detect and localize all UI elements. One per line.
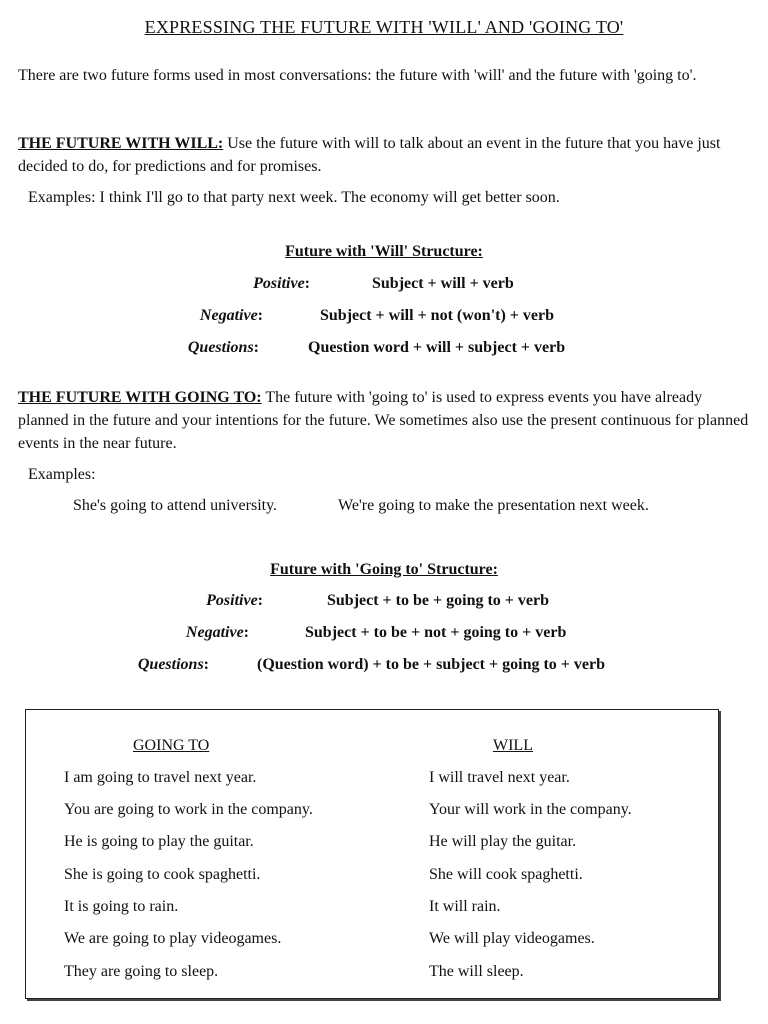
going-to-example: You are going to work in the company. bbox=[64, 801, 313, 818]
going-to-example: We are going to play videogames. bbox=[64, 930, 282, 947]
will-example: I will travel next year. bbox=[429, 769, 570, 786]
structure-label: Questions: bbox=[137, 656, 209, 673]
structure-formula: (Question word) + to be + subject + going to + verb bbox=[257, 656, 606, 673]
intro-paragraph: There are two future forms used in most conversations: the future with 'will' and the future with 'going to'. bbox=[18, 67, 697, 84]
page-title: EXPRESSING THE FUTURE WITH 'WILL' AND 'GOING TO' bbox=[144, 17, 624, 37]
going-to-example: It is going to rain. bbox=[64, 898, 179, 915]
going-to-example: He is going to play the guitar. bbox=[64, 833, 254, 850]
will-structure-title: Future with 'Will' Structure: bbox=[285, 243, 483, 260]
structure-formula: Subject + to be + not + going to + verb bbox=[305, 624, 567, 641]
will-examples: Examples: I think I'll go to that party next week. The economy will get better soon. bbox=[28, 189, 560, 206]
will-section-paragraph bbox=[18, 132, 753, 178]
going-to-example: I am going to travel next year. bbox=[64, 769, 257, 786]
going-to-example: They are going to sleep. bbox=[64, 963, 219, 980]
will-example: The will sleep. bbox=[429, 963, 524, 980]
will-example: He will play the guitar. bbox=[429, 833, 577, 850]
will-example: She will cook spaghetti. bbox=[429, 866, 583, 883]
going-example-1: She's going to attend university. bbox=[73, 497, 278, 514]
structure-label: Positive: bbox=[206, 592, 263, 609]
will-example: Your will work in the company. bbox=[429, 801, 632, 818]
going-section-paragraph bbox=[18, 386, 753, 455]
going-examples-label: Examples: bbox=[28, 466, 96, 483]
going-to-column-header: GOING TO bbox=[133, 737, 210, 754]
will-example: It will rain. bbox=[429, 898, 501, 915]
structure-formula: Question word + will + subject + verb bbox=[308, 339, 566, 356]
going-to-example: She is going to cook spaghetti. bbox=[64, 866, 261, 883]
going-section-heading: THE FUTURE WITH GOING TO: bbox=[18, 389, 262, 406]
structure-formula: Subject + to be + going to + verb bbox=[327, 592, 550, 609]
will-example: We will play videogames. bbox=[429, 930, 595, 947]
will-column-header: WILL bbox=[493, 737, 533, 754]
structure-label: Questions: bbox=[187, 339, 259, 356]
structure-formula: Subject + will + verb bbox=[372, 275, 514, 292]
structure-label: Negative: bbox=[199, 307, 263, 324]
structure-formula: Subject + will + not (won't) + verb bbox=[320, 307, 555, 324]
going-section-text: The future with 'going to' is used to express events you have already planned in the future and your intentions for the future. We sometimes also use the present continuous for planned events in the near future. bbox=[18, 389, 749, 452]
will-section-heading: THE FUTURE WITH WILL: bbox=[18, 135, 224, 152]
going-structure-title: Future with 'Going to' Structure: bbox=[270, 561, 498, 578]
structure-label: Positive: bbox=[253, 275, 310, 292]
will-section-text: Use the future with will to talk about an event in the future that you have just decided to do, for predictions and for promises. bbox=[18, 135, 721, 175]
going-example-2: We're going to make the presentation next week. bbox=[338, 497, 649, 514]
comparison-box bbox=[25, 709, 719, 999]
structure-label: Negative: bbox=[185, 624, 249, 641]
